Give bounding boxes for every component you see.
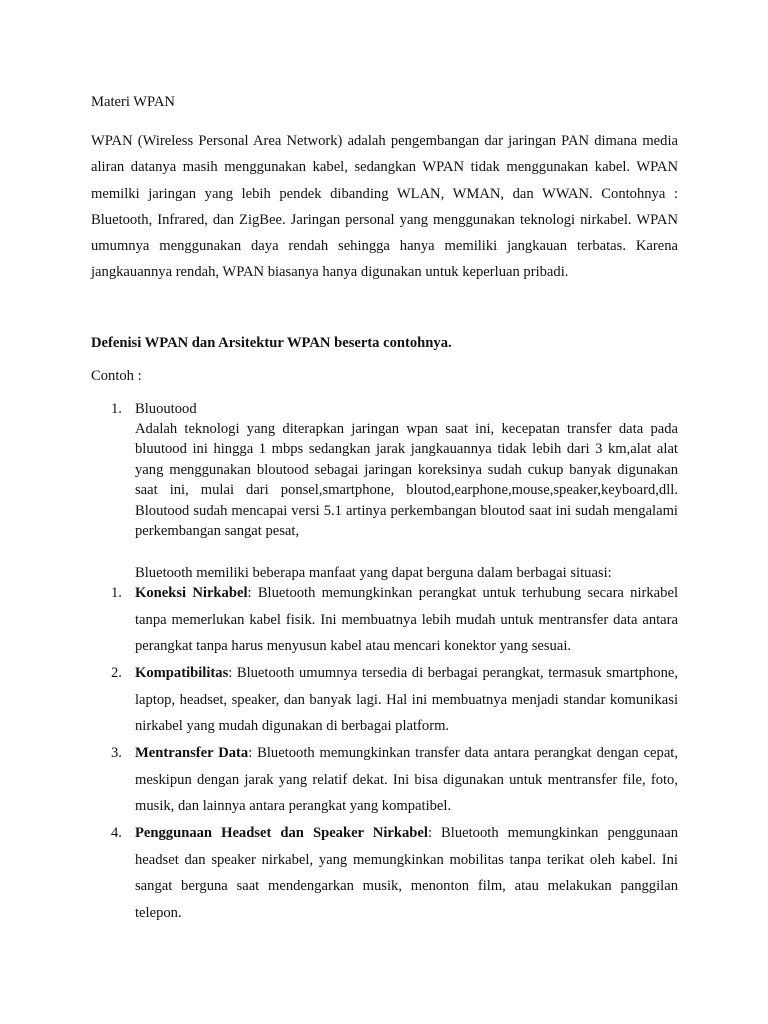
benefit-term: Penggunaan Headset dan Speaker Nirkabel (135, 825, 428, 841)
example-body: Adalah teknologi yang diterapkan jaringan wpan saat ini, kecepatan transfer data pada bluutood ini hingga 1 mbps sedangkan jarak jangkauannya tidak lebih dari 3 km,alat alat yang menggunakan bloutood sebagai jaringan koreksinya sudah cukup banyak digunakan saat ini, mulai dari ponsel,smartphone, bloutod,earphone,mouse,speaker,keyboard,dll. Bloutood sudah mencapai versi 5.1 artinya perkembangan bloutod saat ini sudah mengalami perkembangan sangat pesat, (135, 421, 678, 540)
benefit-text (135, 740, 678, 820)
example-title: Bluoutood (135, 401, 197, 417)
benefit-term: Koneksi Nirkabel (135, 585, 248, 601)
benefit-description: : Bluetooth memungkinkan perangkat untuk terhubung secara nirkabel tanpa memerlukan kabel fisik. Ini membuatnya lebih mudah untuk mentransfer data antara perangkat tanpa harus menyusun kabel atau mencari konektor yang sesuai. (135, 585, 678, 655)
benefits-intro: Bluetooth memiliki beberapa manfaat yang dapat berguna dalam berbagai situasi: (135, 565, 612, 581)
benefit-term: Kompatibilitas (135, 665, 229, 681)
example-number: 1. (111, 401, 122, 417)
benefit-number: 3. (111, 745, 122, 761)
benefit-number: 1. (111, 585, 122, 601)
benefit-text (135, 820, 678, 927)
benefit-text (135, 580, 678, 660)
section-heading: Defenisi WPAN dan Arsitektur WPAN beserta contohnya. (91, 335, 452, 351)
intro-paragraph: WPAN (Wireless Personal Area Network) adalah pengembangan dar jaringan PAN dimana media aliran datanya masih menggunakan kabel, sedangkan WPAN tidak menggunakan kabel. WPAN memilki jaringan yang lebih pendek dibanding WLAN, WMAN, dan WWAN. Contohnya : Bluetooth, Infrared, dan ZigBee. Jaringan personal yang menggunakan teknologi nirkabel. WPAN umumnya menggunakan daya rendah sehingga hanya memiliki jangkauan terbatas. Karena jangkauannya rendah, WPAN biasanya hanya digunakan untuk keperluan pribadi. (91, 133, 678, 281)
benefit-number: 4. (111, 825, 122, 841)
benefit-term: Mentransfer Data (135, 745, 249, 761)
benefit-text (135, 660, 678, 740)
benefit-description: : Bluetooth umumnya tersedia di berbagai perangkat, termasuk smartphone, laptop, headset, speaker, dan banyak lagi. Hal ini membuatnya menjadi standar komunikasi nirkabel yang mudah digunakan di berbagai platform. (135, 665, 678, 735)
contoh-label: Contoh : (91, 368, 142, 384)
benefit-number: 2. (111, 665, 122, 681)
document-title: Materi WPAN (91, 94, 175, 110)
benefit-description: : Bluetooth memungkinkan penggunaan headset dan speaker nirkabel, yang memungkinkan mobilitas tanpa terikat oleh kabel. Ini sangat berguna saat mendengarkan musik, menonton film, atau melakukan panggilan telepon. (135, 825, 678, 922)
benefit-description: : Bluetooth memungkinkan transfer data antara perangkat dengan cepat, meskipun dengan jarak yang relatif dekat. Ini bisa digunakan untuk mentransfer file, foto, musik, dan lainnya antara perangkat yang kompatibel. (135, 745, 679, 815)
